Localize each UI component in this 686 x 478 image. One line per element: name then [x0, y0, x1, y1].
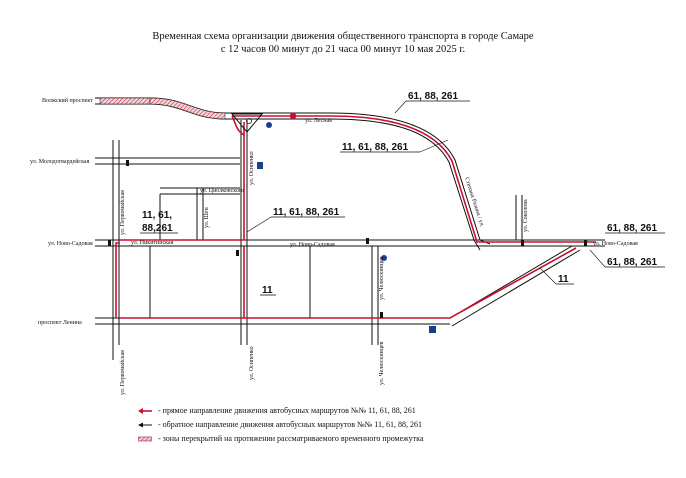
closure-zone-volzhsky-curve: [150, 98, 225, 119]
signal-icon: [521, 240, 524, 246]
title-line-1: Временная схема организации движения общественного транспорта в городе Самаре: [152, 31, 534, 42]
legend-reverse-text: - обратное направление движения автобусных маршрутов №№ 11, 61, 88, 261: [158, 420, 422, 429]
street-label-osipenko-bottom: ул. Осипенко: [249, 346, 255, 380]
title-line-2: с 12 часов 00 минут до 21 часа 00 минут 10 мая 2025 г.: [220, 44, 466, 55]
signal-icon: [126, 160, 129, 166]
street-label-chelyuskintsev-top: ул. Челюскинцев: [379, 256, 385, 300]
street-label-osipenko-top: ул. Осипенко: [249, 151, 255, 185]
street-label-nikitinskaya: ул. Никитинская: [131, 240, 174, 246]
route-label-left-b: 88,261: [142, 223, 173, 234]
legend-closure-text: - зоны перекрытий на протяжении рассматриваемого временного промежутка: [158, 434, 424, 443]
signal-icon: [584, 240, 587, 246]
street-label-tsiolkovskogo: ул. Циолковского: [200, 188, 245, 194]
route-label-right-a: 61, 88, 261: [607, 223, 658, 234]
street-label-molodogvardeyskaya: ул. Молодогвардейская: [30, 159, 90, 165]
route-lenina-diagonal: [120, 248, 576, 318]
street-label-novo-sadovaya-mid: ул. Ново-Садовая: [290, 242, 335, 248]
street-label-pervomayskaya-top: ул. Первомайская: [120, 190, 126, 235]
street-label-short: ул. Шен: [204, 207, 210, 228]
signal-icon: [236, 250, 239, 256]
legend-row-direct: [138, 404, 424, 418]
route-label-left-a: 11, 61,: [142, 210, 173, 221]
bus-stop-icon: [429, 326, 436, 333]
no-entry-icon: [290, 113, 296, 119]
street-label-diagonal: Степана Разина / ул.: [463, 176, 485, 228]
street-label-lesnaya: ул. Лесная: [305, 118, 332, 124]
signal-icon: [380, 312, 383, 318]
signal-icon: [108, 240, 111, 246]
closure-zones: [100, 98, 225, 119]
black-arrow-icon: [138, 421, 152, 429]
street-label-pervomayskaya-bottom: ул. Первомайская: [120, 350, 126, 395]
legend: [138, 404, 424, 446]
legend-direct-text: - прямое направление движения автобусных маршрутов №№ 11, 61, 88, 261: [158, 406, 416, 415]
legend-row-closure: [138, 432, 424, 446]
red-arrow-icon: [138, 407, 152, 415]
route-label-mid: 11, 61, 88, 261: [342, 142, 409, 153]
route-volzhsky: [232, 116, 596, 242]
closure-hatch-icon: [138, 435, 152, 443]
street-label-lenina: проспект Ленина: [38, 320, 82, 326]
route-label-osipenko: 11, 61, 88, 261: [273, 207, 340, 218]
street-label-novo-sadovaya-right: ул. Ново-Садовая: [593, 241, 638, 247]
route-label-right-b: 61, 88, 261: [607, 257, 658, 268]
closure-zone-volzhsky: [100, 98, 150, 104]
street-label-chelyuskintsev-bottom: ул. Челюскинцев: [379, 341, 385, 385]
route-label-south: 11: [262, 285, 273, 296]
signal-icon: [366, 238, 369, 244]
street-label-sokolova: ул. Соколова: [523, 199, 529, 232]
route-label-diag: 11: [558, 274, 569, 285]
bus-stop-icon: [266, 122, 272, 128]
route-osipenko: [120, 122, 244, 240]
bus-stop-icon: [257, 162, 263, 169]
route-label-top: 61, 88, 261: [408, 91, 459, 102]
street-label-novo-sadovaya-left: ул. Ново-Садовая: [48, 241, 93, 247]
legend-row-reverse: [138, 418, 424, 432]
street-label-volzhsky: Волжский проспект: [42, 98, 93, 104]
